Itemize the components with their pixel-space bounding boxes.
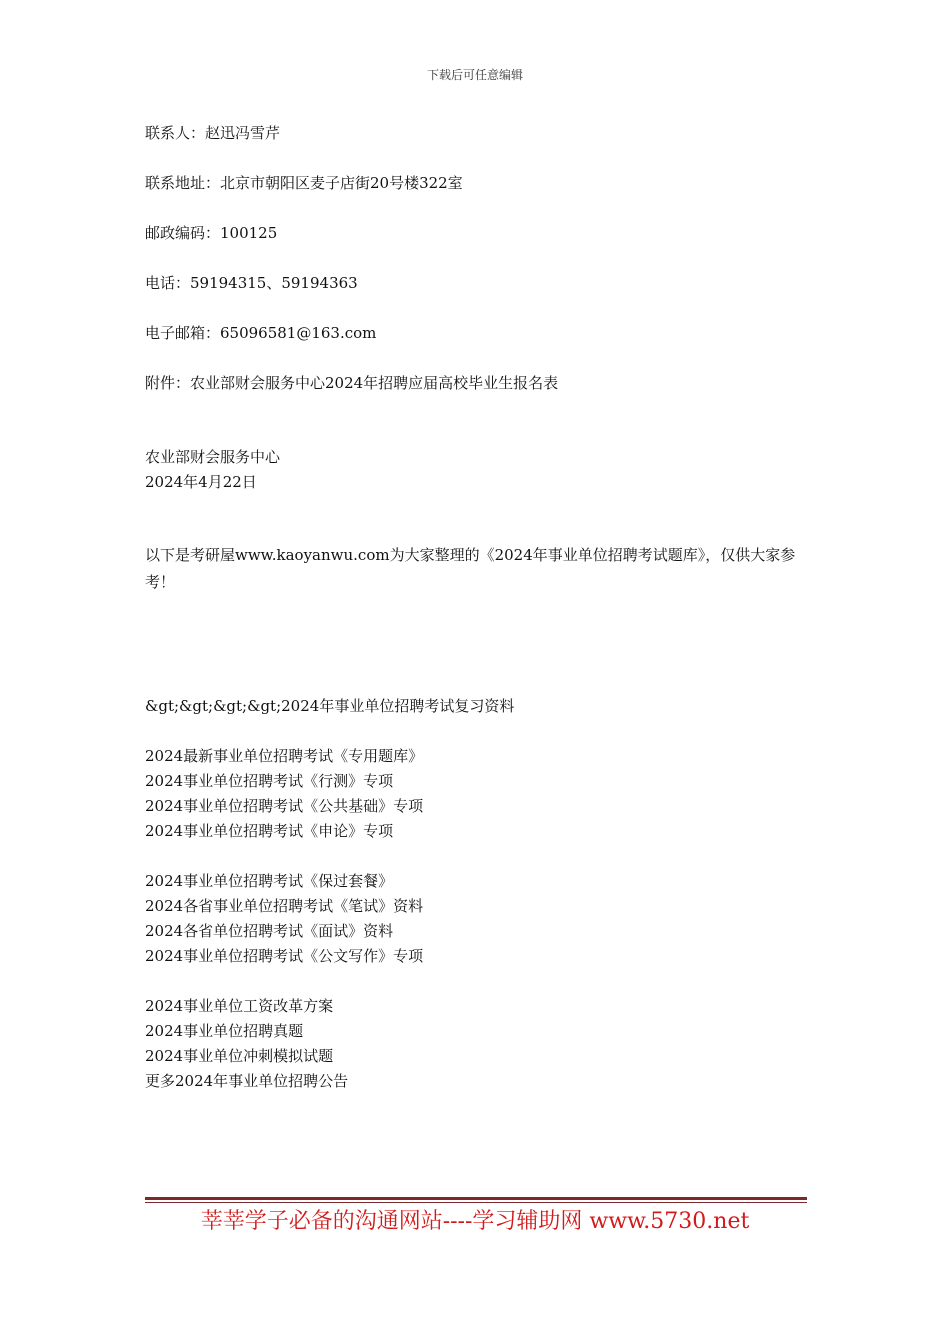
resource-link[interactable]: 2024最新事业单位招聘考试《专用题库》: [145, 747, 424, 765]
attachment-note: 附件：农业部财会服务中心2024年招聘应届高校毕业生报名表: [145, 374, 559, 392]
signature-org: 农业部财会服务中心: [145, 448, 281, 466]
contact-email: 电子邮箱：65096581@163.com: [145, 324, 377, 342]
resource-link[interactable]: 更多2024年事业单位招聘公告: [145, 1072, 349, 1090]
contact-postcode: 邮政编码：100125: [145, 224, 278, 242]
resources-heading: &gt;&gt;&gt;&gt;2024年事业单位招聘考试复习资料: [145, 697, 515, 715]
resource-link[interactable]: 2024各省事业单位招聘考试《笔试》资料: [145, 897, 424, 915]
resource-link[interactable]: 2024事业单位招聘考试《公文写作》专项: [145, 947, 424, 965]
footer-site-banner[interactable]: 莘莘学子必备的沟通网站----学习辅助网 www.5730.net: [200, 1209, 750, 1234]
resource-link[interactable]: 2024事业单位招聘考试《行测》专项: [145, 772, 394, 790]
footer-divider-thin: [145, 1202, 807, 1203]
resource-link[interactable]: 2024事业单位招聘真题: [145, 1022, 304, 1040]
page-header-note: 下载后可任意编辑: [426, 68, 523, 82]
resource-link[interactable]: 2024事业单位招聘考试《保过套餐》: [145, 872, 394, 890]
resource-link[interactable]: 2024各省单位招聘考试《面试》资料: [145, 922, 394, 940]
footer-divider: [145, 1197, 807, 1200]
resource-link[interactable]: 2024事业单位冲刺模拟试题: [145, 1047, 334, 1065]
contact-address: 联系地址：北京市朝阳区麦子店街20号楼322室: [145, 174, 463, 192]
resource-link[interactable]: 2024事业单位招聘考试《公共基础》专项: [145, 797, 424, 815]
resource-link[interactable]: 2024事业单位工资改革方案: [145, 997, 334, 1015]
resource-link[interactable]: 2024事业单位招聘考试《申论》专项: [145, 822, 394, 840]
intro-paragraph: 以下是考研屋www.kaoyanwu.com为大家整理的《2024年事业单位招聘考试题库》，仅供大家参考！: [145, 546, 796, 591]
contact-person: 联系人：赵迅冯雪芹: [145, 124, 281, 142]
signature-date: 2024年4月22日: [145, 473, 257, 491]
contact-phone: 电话：59194315、59194363: [145, 274, 358, 292]
